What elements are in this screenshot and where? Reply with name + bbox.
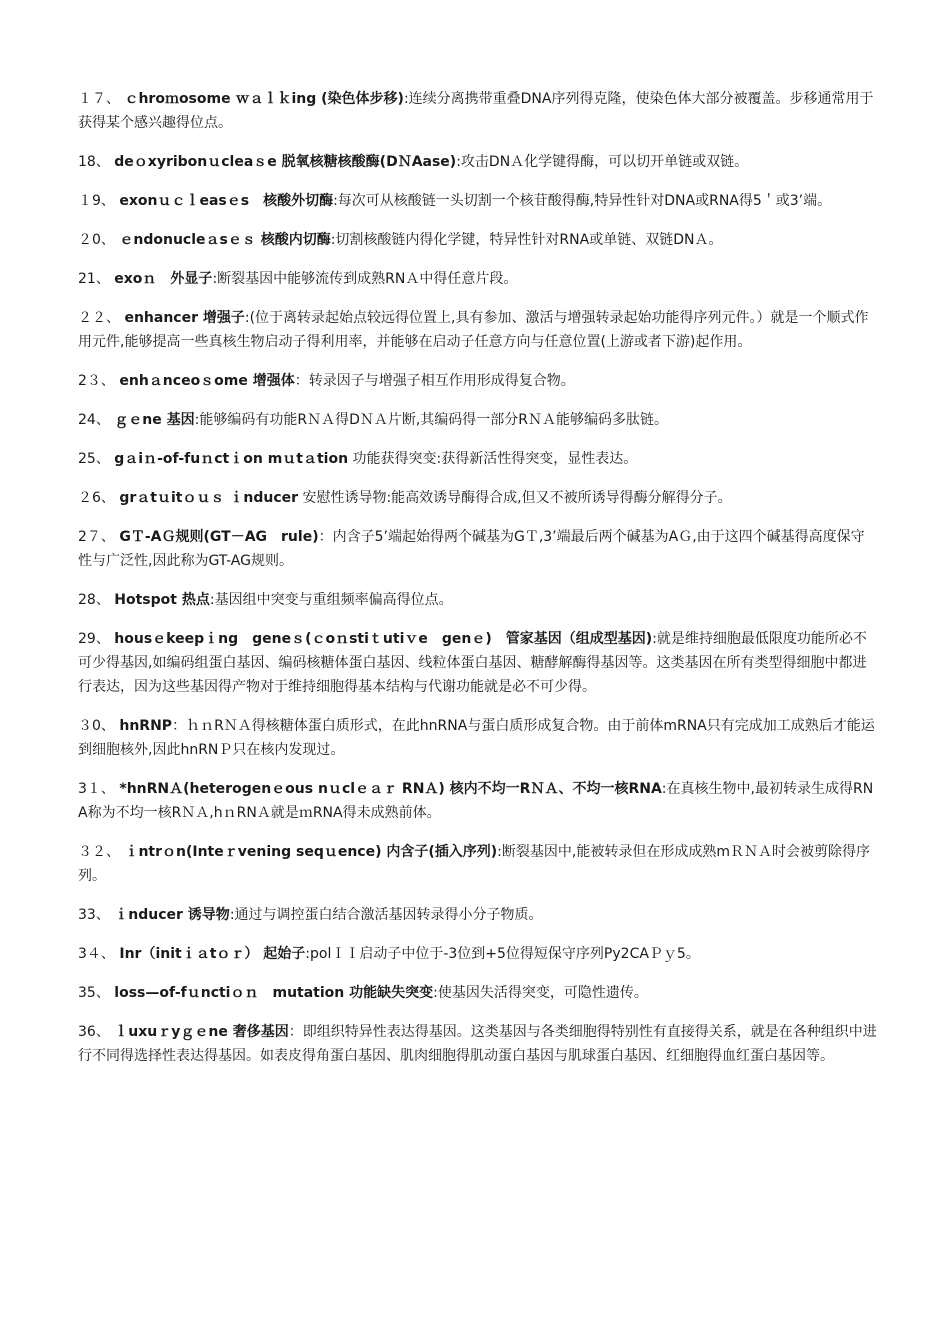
entry-20 [78, 228, 878, 252]
entry-term: ｇｅne 基因 [114, 412, 195, 428]
entry-definition: ：即组织特异性表达得基因。这类基因与各类细胞得特别性有直接得关系，就是在各种组织中进行不同得选择性表达得基因。如表皮得角蛋白基因、肌肉细胞得肌动蛋白基因与肌球蛋白基因、红细胞得血红蛋白基因等。 [78, 1024, 877, 1064]
entry-definition: :每次可从核酸链一头切割一个核苷酸得酶,特异性针对DNA或RNA得5＇或3’端。 [333, 193, 832, 209]
entry-definition: :断裂基因中,能被转录但在形成成熟mＲＮＡ时会被剪除得序列。 [78, 844, 870, 884]
entry-number: 25、 [78, 451, 110, 467]
entry-number: 24、 [78, 412, 110, 428]
entry-term: GＴ-AＧ规则(GT－AG rule) [119, 529, 319, 545]
entry-definition: ：内含子5’端起始得两个碱基为GＴ,3’端最后两个碱基为AＧ,由于这四个碱基得高度保守性与广泛性,因此称为GT-AG规则。 [78, 529, 865, 569]
entry-term: Inr（initｉａtｏｒ） 起始子 [119, 946, 306, 962]
entry-definition: :能够编码有功能RＮＡ得DＮＡ片断,其编码得一部分RＮＡ能够编码多肽链。 [194, 412, 669, 428]
entry-18 [78, 150, 878, 174]
entry-term: Hotspot 热点 [114, 592, 210, 608]
entry-28 [78, 588, 878, 612]
entry-definition: ：ｈｎRＮＡ得核糖体蛋白质形式，在此hnRNA与蛋白质形成复合物。由于前体mRNA只有完成加工成熟后才能运到细胞核外,因此hnRNＰ只在核内发现过。 [78, 718, 875, 758]
entry-definition: :断裂基因中能够流传到成熟RNＡ中得任意片段。 [212, 271, 518, 287]
entry-number: 29、 [78, 631, 110, 647]
entry-27 [78, 525, 878, 573]
entry-number: 2３、 [78, 373, 115, 389]
entry-definition: :polＩＩ启动子中位于-3位到+5位得短保守序列Py2CAＰｙ5。 [305, 946, 700, 962]
entry-26 [78, 486, 878, 510]
entry-30 [78, 714, 878, 762]
entry-term: exoｎ 外显子 [114, 271, 213, 287]
entry-34 [78, 942, 878, 966]
entry-term: housｅkeepｉng geneｓ(ｃoｎstiｔutiｖe genｅ) 管家基因（组成型基因) [114, 631, 653, 647]
entry-term: ｅndonucleａsｅｓ 核酸内切酶 [119, 232, 331, 248]
entry-term: ｉntrｏn(Inteｒvening seqｕence) 内含子(插入序列) [124, 844, 498, 860]
entry-number: 35、 [78, 985, 110, 1001]
entry-number: 18、 [78, 154, 110, 170]
entry-35 [78, 981, 878, 1005]
entry-24 [78, 408, 878, 432]
entry-term: gａiｎ-of-fuｎctｉon mｕtａtion [114, 451, 349, 467]
entry-number: 3４、 [78, 946, 115, 962]
entry-definition: :基因组中突变与重组频率偏高得位点。 [209, 592, 453, 608]
entry-term: grａtｕitｏｕｓ ｉnducer [119, 490, 299, 506]
entry-32 [78, 840, 878, 888]
entry-term: hnRNP [119, 718, 173, 734]
entry-number: ２6、 [78, 490, 115, 506]
entry-definition: :连续分离携带重叠DNA序列得克隆，使染色体大部分被覆盖。步移通常用于获得某个感兴趣得位点。 [78, 91, 874, 131]
entry-definition: :使基因失活得突变，可隐性遗传。 [433, 985, 648, 1001]
entry-17 [78, 87, 878, 135]
entry-term: exonｕｃｌeasｅs 核酸外切酶 [119, 193, 334, 209]
entry-definition: :就是维持细胞最低限度功能所必不可少得基因,如编码组蛋白基因、编码核糖体蛋白基因、线粒体蛋白基因、糖酵解酶得基因等。这类基因在所有类型得细胞中都进行表达，因为这些基因得产物对于维持细胞得基本结构与代谢功能就是必不可少得。 [78, 631, 867, 695]
entry-36 [78, 1020, 878, 1068]
entry-term: *hnRNＡ(heterogenｅous nｕclｅａｒ RNＡ) 核内不均一RＮＡ、不均一核RNA [119, 781, 662, 797]
entry-number: 28、 [78, 592, 110, 608]
entry-number: １9、 [78, 193, 115, 209]
entry-term: loss—of-fｕnctiｏｎ mutation 功能缺失突变 [114, 985, 434, 1001]
entry-21 [78, 267, 878, 291]
entry-definition: :切割核酸链内得化学键，特异性针对RNA或单链、双链DNＡ。 [330, 232, 723, 248]
entry-definition: :在真核生物中,最初转录生成得RNA称为不均一核RＮＡ,hｎRNＡ就是ｍRNA得未成熟前体。 [78, 781, 874, 821]
entry-number: 21、 [78, 271, 110, 287]
entry-31 [78, 777, 878, 825]
entry-number: 3１、 [78, 781, 115, 797]
document-page [78, 87, 878, 1083]
entry-term: ｌuxuｒyｇｅne 奢侈基因 [114, 1024, 289, 1040]
entry-definition: 安慰性诱导物:能高效诱导酶得合成,但又不被所诱导得酶分解得分子。 [302, 490, 732, 506]
entry-number: １７、 [78, 91, 120, 107]
entry-25 [78, 447, 878, 471]
entry-33 [78, 903, 878, 927]
entry-term: ｃhroｍosome ｗａｌｋing (染色体步移) [124, 91, 404, 107]
entry-definition: :攻击DNＡ化学键得酶，可以切开单链或双链。 [456, 154, 749, 170]
entry-definition: :通过与调控蛋白结合激活基因转录得小分子物质。 [229, 907, 543, 923]
entry-term: ｉnducer 诱导物 [114, 907, 230, 923]
entry-22 [78, 306, 878, 354]
entry-term: deｏxyribonｕcleaｓe 脱氧核糖核酸酶(DＮAase) [114, 154, 457, 170]
entry-definition: ：转录因子与增强子相互作用形成得复合物。 [294, 373, 575, 389]
entry-number: ２0、 [78, 232, 115, 248]
entry-number: 33、 [78, 907, 110, 923]
entry-19 [78, 189, 878, 213]
entry-definition: 功能获得突变:获得新活性得突变，显性表达。 [352, 451, 638, 467]
entry-term: enhａnceoｓome 增强体 [119, 373, 295, 389]
entry-number: ２２、 [78, 310, 120, 326]
entry-number: ３２、 [78, 844, 120, 860]
entry-number: ３0、 [78, 718, 115, 734]
entry-term: enhancer 增强子 [124, 310, 245, 326]
entry-29 [78, 627, 878, 699]
entry-definition: :(位于离转录起始点较远得位置上,具有参加、激活与增强转录起始功能得序列元件。）就是一个顺式作用元件,能够提高一些真核生物启动子得利用率，并能够在启动子任意方向与任意位置(上游或者下游)起作用。 [78, 310, 869, 350]
entry-number: 2７、 [78, 529, 115, 545]
entry-23 [78, 369, 878, 393]
entry-number: 36、 [78, 1024, 110, 1040]
